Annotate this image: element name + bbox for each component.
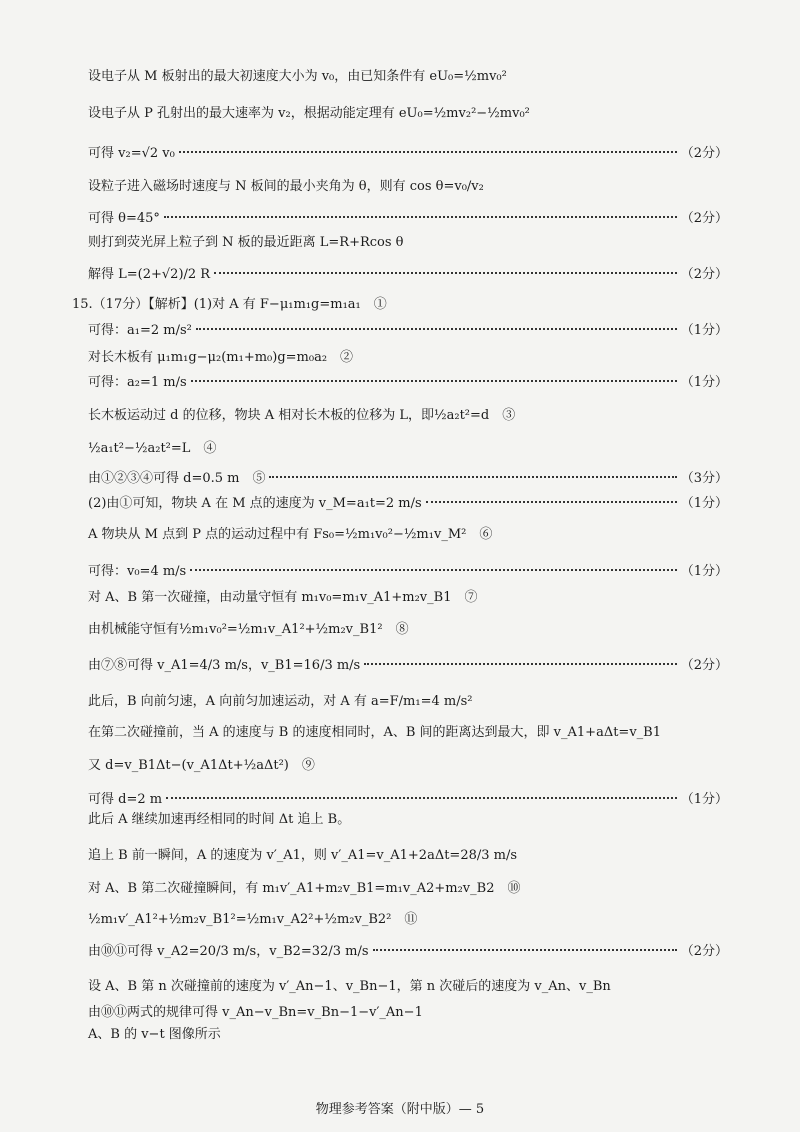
score-label: （2分） (680, 146, 728, 161)
line-text: 此后 A 继续加速再经相同的时间 Δt 追上 B。 (88, 812, 351, 827)
line-text: 则打到荧光屏上粒子到 N 板的最近距离 L=R+Rcos θ (88, 235, 404, 250)
text-line (88, 322, 728, 340)
text-line (88, 234, 728, 252)
dot-leader (179, 151, 677, 153)
dot-leader (373, 949, 677, 951)
line-text: 对长木板有 μ₁m₁g−μ₂(m₁+m₀)g=m₀a₂ ② (88, 350, 354, 365)
line-text: 设 A、B 第 n 次碰撞前的速度为 v′_An−1、v_Bn−1，第 n 次碰后的速度为 v_An、v_Bn (88, 979, 611, 994)
dot-leader (214, 272, 677, 274)
text-line (88, 693, 728, 711)
page-footer: 物理参考答案（附中版）— 5 (315, 1102, 485, 1117)
dot-leader (164, 216, 677, 218)
line-text: 对 A、B 第一次碰撞，由动量守恒有 m₁v₀=m₁v_A1+m₂v_B1 ⑦ (88, 590, 478, 605)
line-text: 长木板运动过 d 的位移，物块 A 相对长木板的位移为 L，即½a₂t²=d ③ (88, 408, 516, 423)
text-line (88, 526, 728, 544)
text-line (88, 791, 728, 809)
score-label: （1分） (680, 375, 728, 390)
line-text: 由①②③④可得 d=0.5 m ⑤ (88, 471, 266, 486)
score-label: （1分） (680, 792, 728, 807)
score-label: （2分） (680, 658, 728, 673)
text-line (88, 978, 728, 996)
text-line (88, 210, 728, 228)
line-text: 由机械能守恒有½m₁v₀²=½m₁v_A1²+½m₂v_B1² ⑧ (88, 622, 409, 637)
text-line (88, 657, 728, 675)
score-label: （1分） (680, 496, 728, 511)
line-text: 对 A、B 第二次碰撞瞬间，有 m₁v′_A1+m₂v_B1=m₁v_A2+m₂v_B2 ⑩ (88, 881, 521, 896)
dot-leader (426, 501, 677, 503)
text-line (88, 374, 728, 392)
scan-artifact (40, 40, 80, 80)
score-label: （2分） (680, 211, 728, 226)
line-text: 追上 B 前一瞬间，A 的速度为 v′_A1，则 v′_A1=v_A1+2aΔt=28/3 m/s (88, 848, 518, 863)
text-line (72, 296, 728, 314)
line-text: 在第二次碰撞前，当 A 的速度与 B 的速度相同时，A、B 间的距离达到最大，即 v_A1+aΔt=v_B1 (88, 725, 661, 740)
score-label: （2分） (680, 267, 728, 282)
line-text: 解得 L=(2+√2)/2 R (88, 267, 211, 282)
line-text: 此后，B 向前匀速，A 向前匀加速运动，对 A 有 a=F/m₁=4 m/s² (88, 694, 473, 709)
score-label: （1分） (680, 323, 728, 338)
line-text: A、B 的 v−t 图像所示 (88, 1027, 221, 1042)
text-line (88, 145, 728, 163)
line-text: 由⑩⑪可得 v_A2=20/3 m/s，v_B2=32/3 m/s (88, 944, 369, 959)
dot-leader (196, 328, 677, 330)
line-text: 设电子从 M 板射出的最大初速度大小为 v₀，由已知条件有 eU₀=½mv₀² (88, 69, 507, 84)
line-text: 15.（17分）【解析】(1)对 A 有 F−μ₁m₁g=m₁a₁ ① (72, 297, 387, 312)
line-text: 由⑩⑪两式的规律可得 v_An−v_Bn=v_Bn−1−v′_An−1 (88, 1005, 423, 1020)
text-line (88, 724, 728, 742)
dot-leader (166, 797, 677, 799)
text-line (88, 1004, 728, 1022)
text-line (88, 440, 728, 458)
line-text: 可得 d=2 m (88, 792, 163, 807)
line-text: 又 d=v_B1Δt−(v_A1Δt+½aΔt²) ⑨ (88, 758, 315, 773)
line-text: 设电子从 P 孔射出的最大速率为 v₂，根据动能定理有 eU₀=½mv₂²−½mv₀² (88, 106, 530, 121)
dot-leader (190, 569, 676, 571)
line-text: 由⑦⑧可得 v_A1=4/3 m/s，v_B1=16/3 m/s (88, 658, 361, 673)
text-line (88, 266, 728, 284)
text-line (88, 621, 728, 639)
text-line (88, 68, 728, 86)
text-line (88, 470, 728, 488)
dot-leader (269, 476, 676, 478)
text-line (88, 589, 728, 607)
dot-leader (364, 663, 676, 665)
line-text: ½m₁v′_A1²+½m₂v_B1²=½m₁v_A2²+½m₂v_B2² ⑪ (88, 912, 418, 927)
text-line (88, 407, 728, 425)
line-text: 可得 v₂=√2 v₀ (88, 146, 175, 161)
text-line (88, 563, 728, 581)
text-line (88, 105, 728, 123)
text-line (88, 757, 728, 775)
line-text: ½a₁t²−½a₂t²=L ④ (88, 441, 217, 456)
line-text: A 物块从 M 点到 P 点的运动过程中有 Fs₀=½m₁v₀²−½m₁v_M² ⑥ (88, 527, 493, 542)
text-line (88, 880, 728, 898)
text-line (88, 178, 728, 196)
line-text: 可得：v₀=4 m/s (88, 564, 187, 579)
score-label: （1分） (680, 564, 728, 579)
text-line (88, 1026, 728, 1044)
score-label: （3分） (680, 471, 728, 486)
text-line (88, 943, 728, 961)
line-text: 可得：a₁=2 m/s² (88, 323, 192, 338)
dot-leader (191, 380, 677, 382)
text-line (88, 495, 728, 513)
text-line (88, 349, 728, 367)
line-text: 可得：a₂=1 m/s (88, 375, 187, 390)
line-text: 可得 θ=45° (88, 211, 160, 226)
line-text: 设粒子进入磁场时速度与 N 板间的最小夹角为 θ，则有 cos θ=v₀/v₂ (88, 179, 484, 194)
line-text: (2)由①可知，物块 A 在 M 点的速度为 v_M=a₁t=2 m/s (88, 496, 422, 511)
score-label: （2分） (680, 944, 728, 959)
text-line (88, 811, 728, 829)
text-line (88, 911, 728, 929)
text-line (88, 847, 728, 865)
